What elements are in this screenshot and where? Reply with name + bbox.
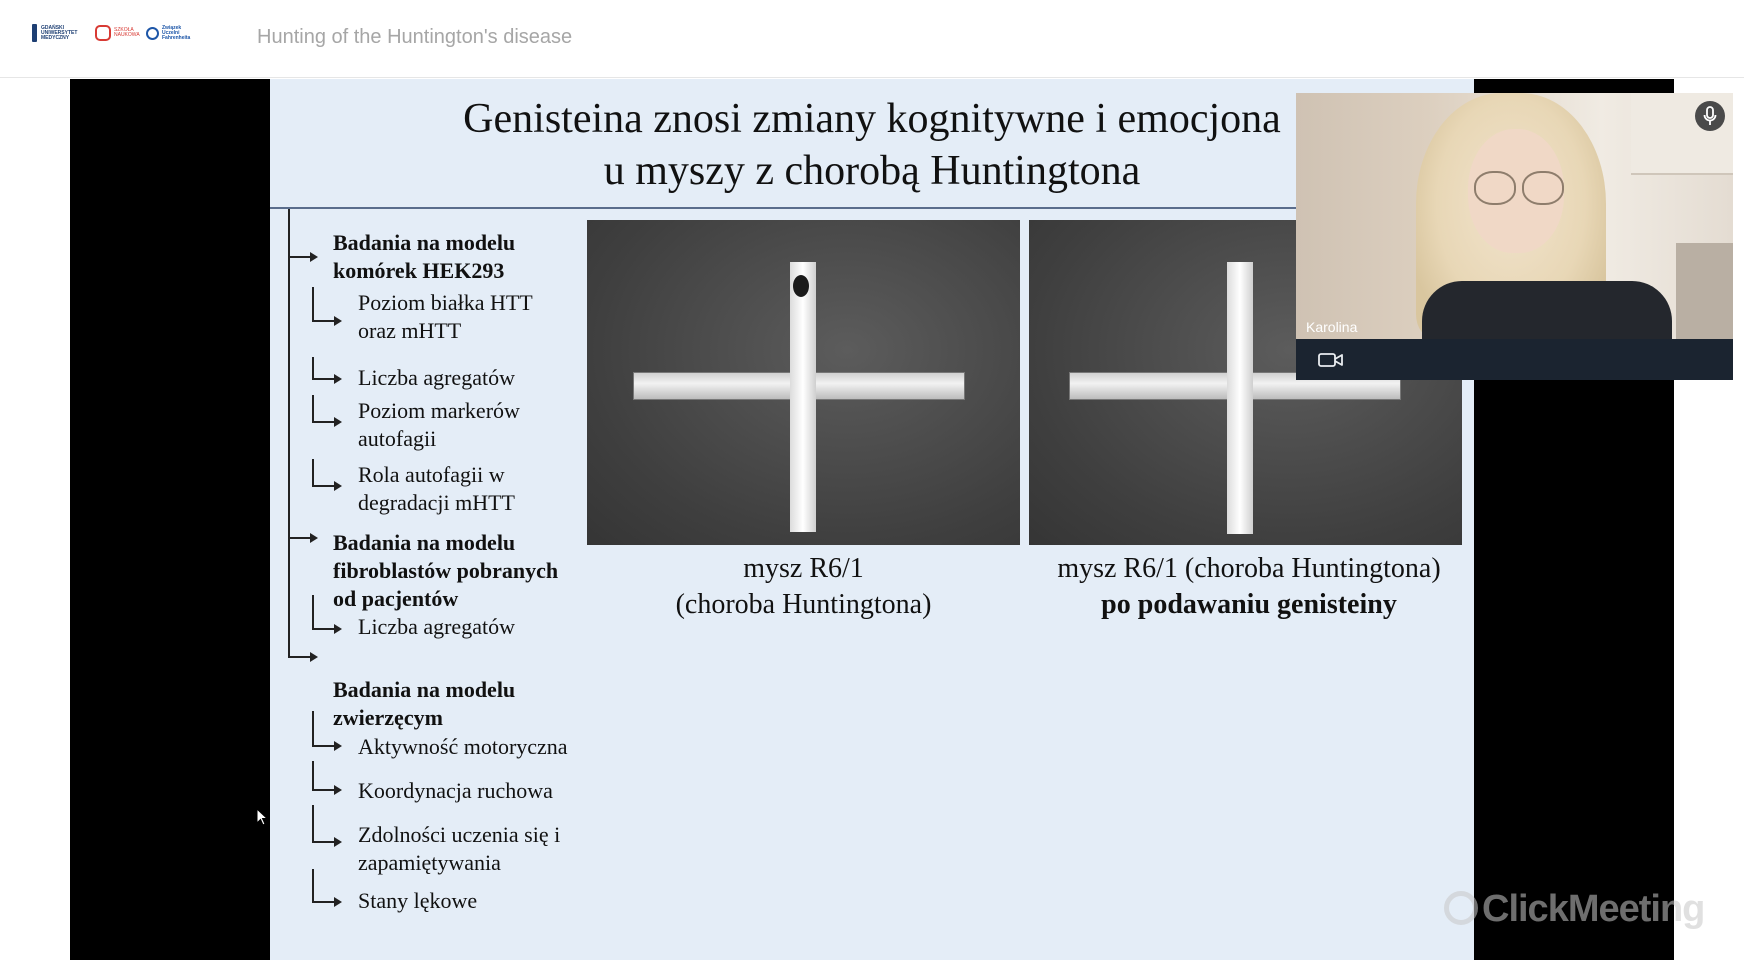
caption-control <box>587 551 1020 623</box>
tree-node-anxiety: Stany lękowe <box>358 888 478 913</box>
top-bar <box>0 0 1744 78</box>
presentation-slide <box>270 79 1474 960</box>
tree-node-autophagy-role: Rola autofagii w degradacji mHTT <box>358 462 515 515</box>
tree-node-fibroblasts: Badania na modelu fibroblastów pobranych od pacjentów <box>333 530 559 611</box>
tree-node-motor-activity: Aktywność motoryczna <box>358 734 568 759</box>
caption-control-line-1: mysz R6/1 <box>743 553 864 584</box>
maze-photo-control <box>587 220 1020 545</box>
camera-icon[interactable] <box>1318 352 1344 373</box>
webinar-title: Hunting of the Huntington's disease <box>257 26 573 48</box>
participant-video-tile[interactable] <box>1296 93 1733 380</box>
mouse-cursor-icon <box>256 808 268 831</box>
tree-node-animal-model: Badania na modelu zwierzęcym <box>333 677 516 730</box>
video-controls-bar <box>1296 339 1733 380</box>
tree-node-learning: Zdolności uczenia się i zapamiętywania <box>358 822 561 875</box>
tree-node-aggregates: Liczba agregatów <box>358 365 515 390</box>
slide-title-line-1: Genisteina znosi zmiany kognitywne i emocjona <box>463 96 1281 142</box>
caption-control-line-2: (choroba Huntingtona) <box>675 589 932 620</box>
research-tree <box>270 209 590 960</box>
tree-node-aggregates-2: Liczba agregatów <box>358 614 515 639</box>
tree-node-hek293: Badania na modelu komórek HEK293 <box>333 230 516 283</box>
slide-title-line-2: u myszy z chorobą Huntingtona <box>603 148 1141 194</box>
slide-title <box>270 93 1474 197</box>
clickmeeting-watermark: ClickMeeting <box>1444 888 1704 931</box>
microphone-icon[interactable] <box>1695 101 1725 131</box>
caption-genistein <box>1029 551 1469 623</box>
tree-node-htt-level: Poziom białka HTT oraz mHTT <box>358 290 533 343</box>
tree-node-coordination: Koordynacja ruchowa <box>358 778 553 803</box>
association-logo: Związek Uczelni Fahrenheita <box>146 26 190 41</box>
school-logo: SZKOŁA NAUKOWA <box>95 25 136 41</box>
university-logo: GDAŃSKI UNIWERSYTET MEDYCZNY <box>32 24 85 42</box>
partner-logos <box>32 20 190 46</box>
participant-name: Karolina <box>1306 319 1358 335</box>
caption-genistein-line-2: po podawaniu genisteiny <box>1101 589 1397 620</box>
tree-node-autophagy-markers: Poziom markerów autofagii <box>358 398 520 451</box>
caption-genistein-line-1: mysz R6/1 (choroba Huntingtona) <box>1057 553 1441 584</box>
webcam-feed <box>1296 93 1733 339</box>
